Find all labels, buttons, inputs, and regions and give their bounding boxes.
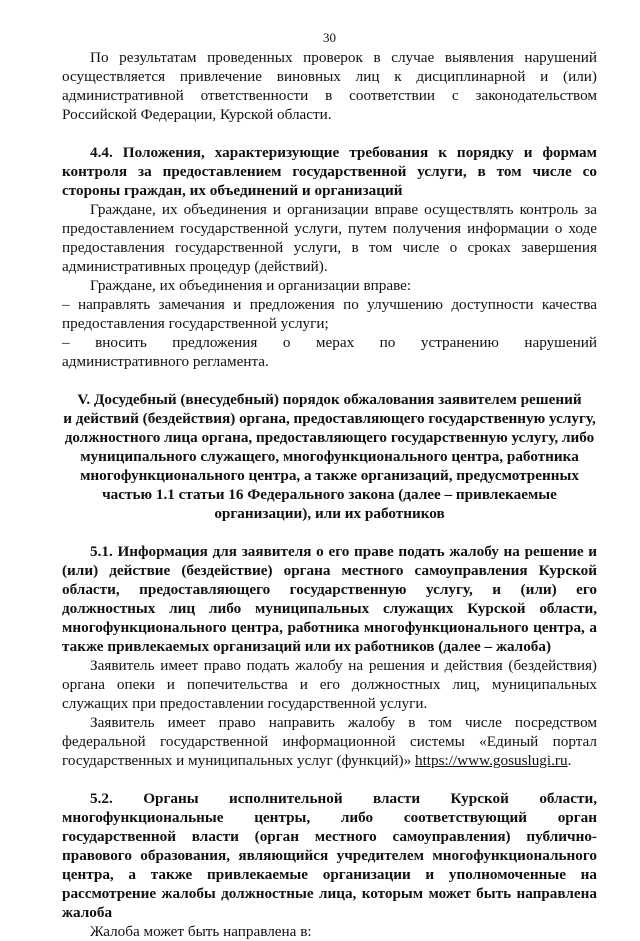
section-heading-line: должностного лица органа, предоставляющего государственную услугу, либо [64, 429, 595, 446]
section-heading-line: организации), или их работников [214, 505, 445, 522]
section-heading-line: V. Досудебный (внесудебный) порядок обжалования заявителем решений [77, 391, 582, 408]
list-item-line: предоставления государственной услуги; [62, 315, 329, 332]
text-line: Российской Федерации, Курской области. [62, 106, 332, 123]
section-heading-line: должностных лиц либо муниципальных служащих Курской области, [62, 600, 597, 617]
intro-paragraph [62, 48, 597, 124]
section-5-heading [62, 390, 597, 523]
page-number: 30 [323, 30, 336, 45]
section-heading-line: и действий (бездействия) органа, предоставляющего государственную услугу, [63, 410, 596, 427]
text-line: Граждане, их объединения и организации вправе: [90, 277, 412, 294]
text-line: органа опеки и попечительства и его должностных лиц, муниципальных [62, 676, 597, 693]
section-5-1 [62, 542, 597, 770]
section-heading-line: контроля за предоставлением государственной услуги, в том числе со [62, 163, 597, 180]
text-line: По результатам проведенных проверок в случае выявления нарушений [90, 49, 597, 66]
text-line: административной ответственности в соответствии с законодательством [62, 87, 597, 104]
text-line [62, 751, 597, 770]
text-line: осуществляется привлечение виновных лиц к дисциплинарной и (или) [62, 68, 597, 85]
section-heading-line: государственной власти (орган местного самоуправления) публично- [62, 828, 597, 845]
list-item-line: – вносить предложения о мерах по устранению нарушений [62, 334, 597, 351]
list-item-line: – направлять замечания и предложения по улучшению доступности качества [62, 296, 597, 313]
text-line: Заявитель имеет право направить жалобу в том числе посредством [90, 714, 597, 731]
text-line: федеральной государственной информационной системы «Единый портал [62, 733, 597, 750]
section-5-2 [62, 789, 597, 941]
text-line: административных процедур (действий). [62, 258, 328, 275]
section-4-4 [62, 143, 597, 371]
section-heading-line: рассмотрение жалобы должностные лица, которым может быть направлена [62, 885, 597, 902]
section-heading-line: 5.2. Органы исполнительной власти Курской области, [90, 790, 597, 807]
section-heading-line: жалоба [62, 904, 113, 921]
section-heading-line: стороны граждан, их объединений и организаций [62, 182, 403, 199]
section-heading-line: многофункционального центра, а также организаций, предусмотренных [80, 467, 579, 484]
list-item-line: административного регламента. [62, 353, 269, 370]
gosuslugi-link[interactable]: https://www.gosuslugi.ru [414, 752, 568, 769]
text-line: служащих при предоставлении государственной услуги. [62, 695, 428, 712]
text-line: Заявитель имеет право подать жалобу на решения и действия (бездействия) [90, 657, 597, 674]
section-heading-line: центра, а также привлекаемые организации и уполномоченные на [62, 866, 597, 883]
section-heading-line: также привлекаемых организаций или их работников (далее – жалоба) [62, 638, 552, 655]
section-heading-line: муниципального служащего, многофункционального центра, работника [80, 448, 579, 465]
section-heading-line: 5.1. Информация для заявителя о его праве подать жалобу на решение и [90, 543, 597, 560]
section-heading-line: частью 1.1 статьи 16 Федерального закона (далее – привлекаемые [102, 486, 557, 503]
section-heading-line: многофункциональные центры, либо соответствующий орган [62, 809, 597, 826]
section-heading-line: области, предоставляющего государственную услугу, и (или) его [62, 581, 597, 598]
section-heading-line: многофункционального центра, работника многофункционального центра, а [62, 619, 597, 636]
text-fragment: . [567, 752, 572, 769]
text-line: Граждане, их объединения и организации вправе осуществлять контроль за [90, 201, 597, 218]
section-heading-line: правового образования, являющийся учредителем многофункционального [62, 847, 597, 864]
section-heading-line: 4.4. Положения, характеризующие требования к порядку и формам [90, 144, 597, 161]
text-fragment: государственных и муниципальных услуг (функций)» [62, 752, 412, 769]
document-page [62, 30, 597, 941]
section-heading-line: (или) действие (бездействие) органа местного самоуправления Курской [62, 562, 597, 579]
text-line: предоставлением государственной услуги, путем получения информации о ходе [62, 220, 597, 237]
text-line: предоставления государственной услуги, в том числе о сроках завершения [62, 239, 597, 256]
text-line: Жалоба может быть направлена в: [90, 923, 312, 940]
